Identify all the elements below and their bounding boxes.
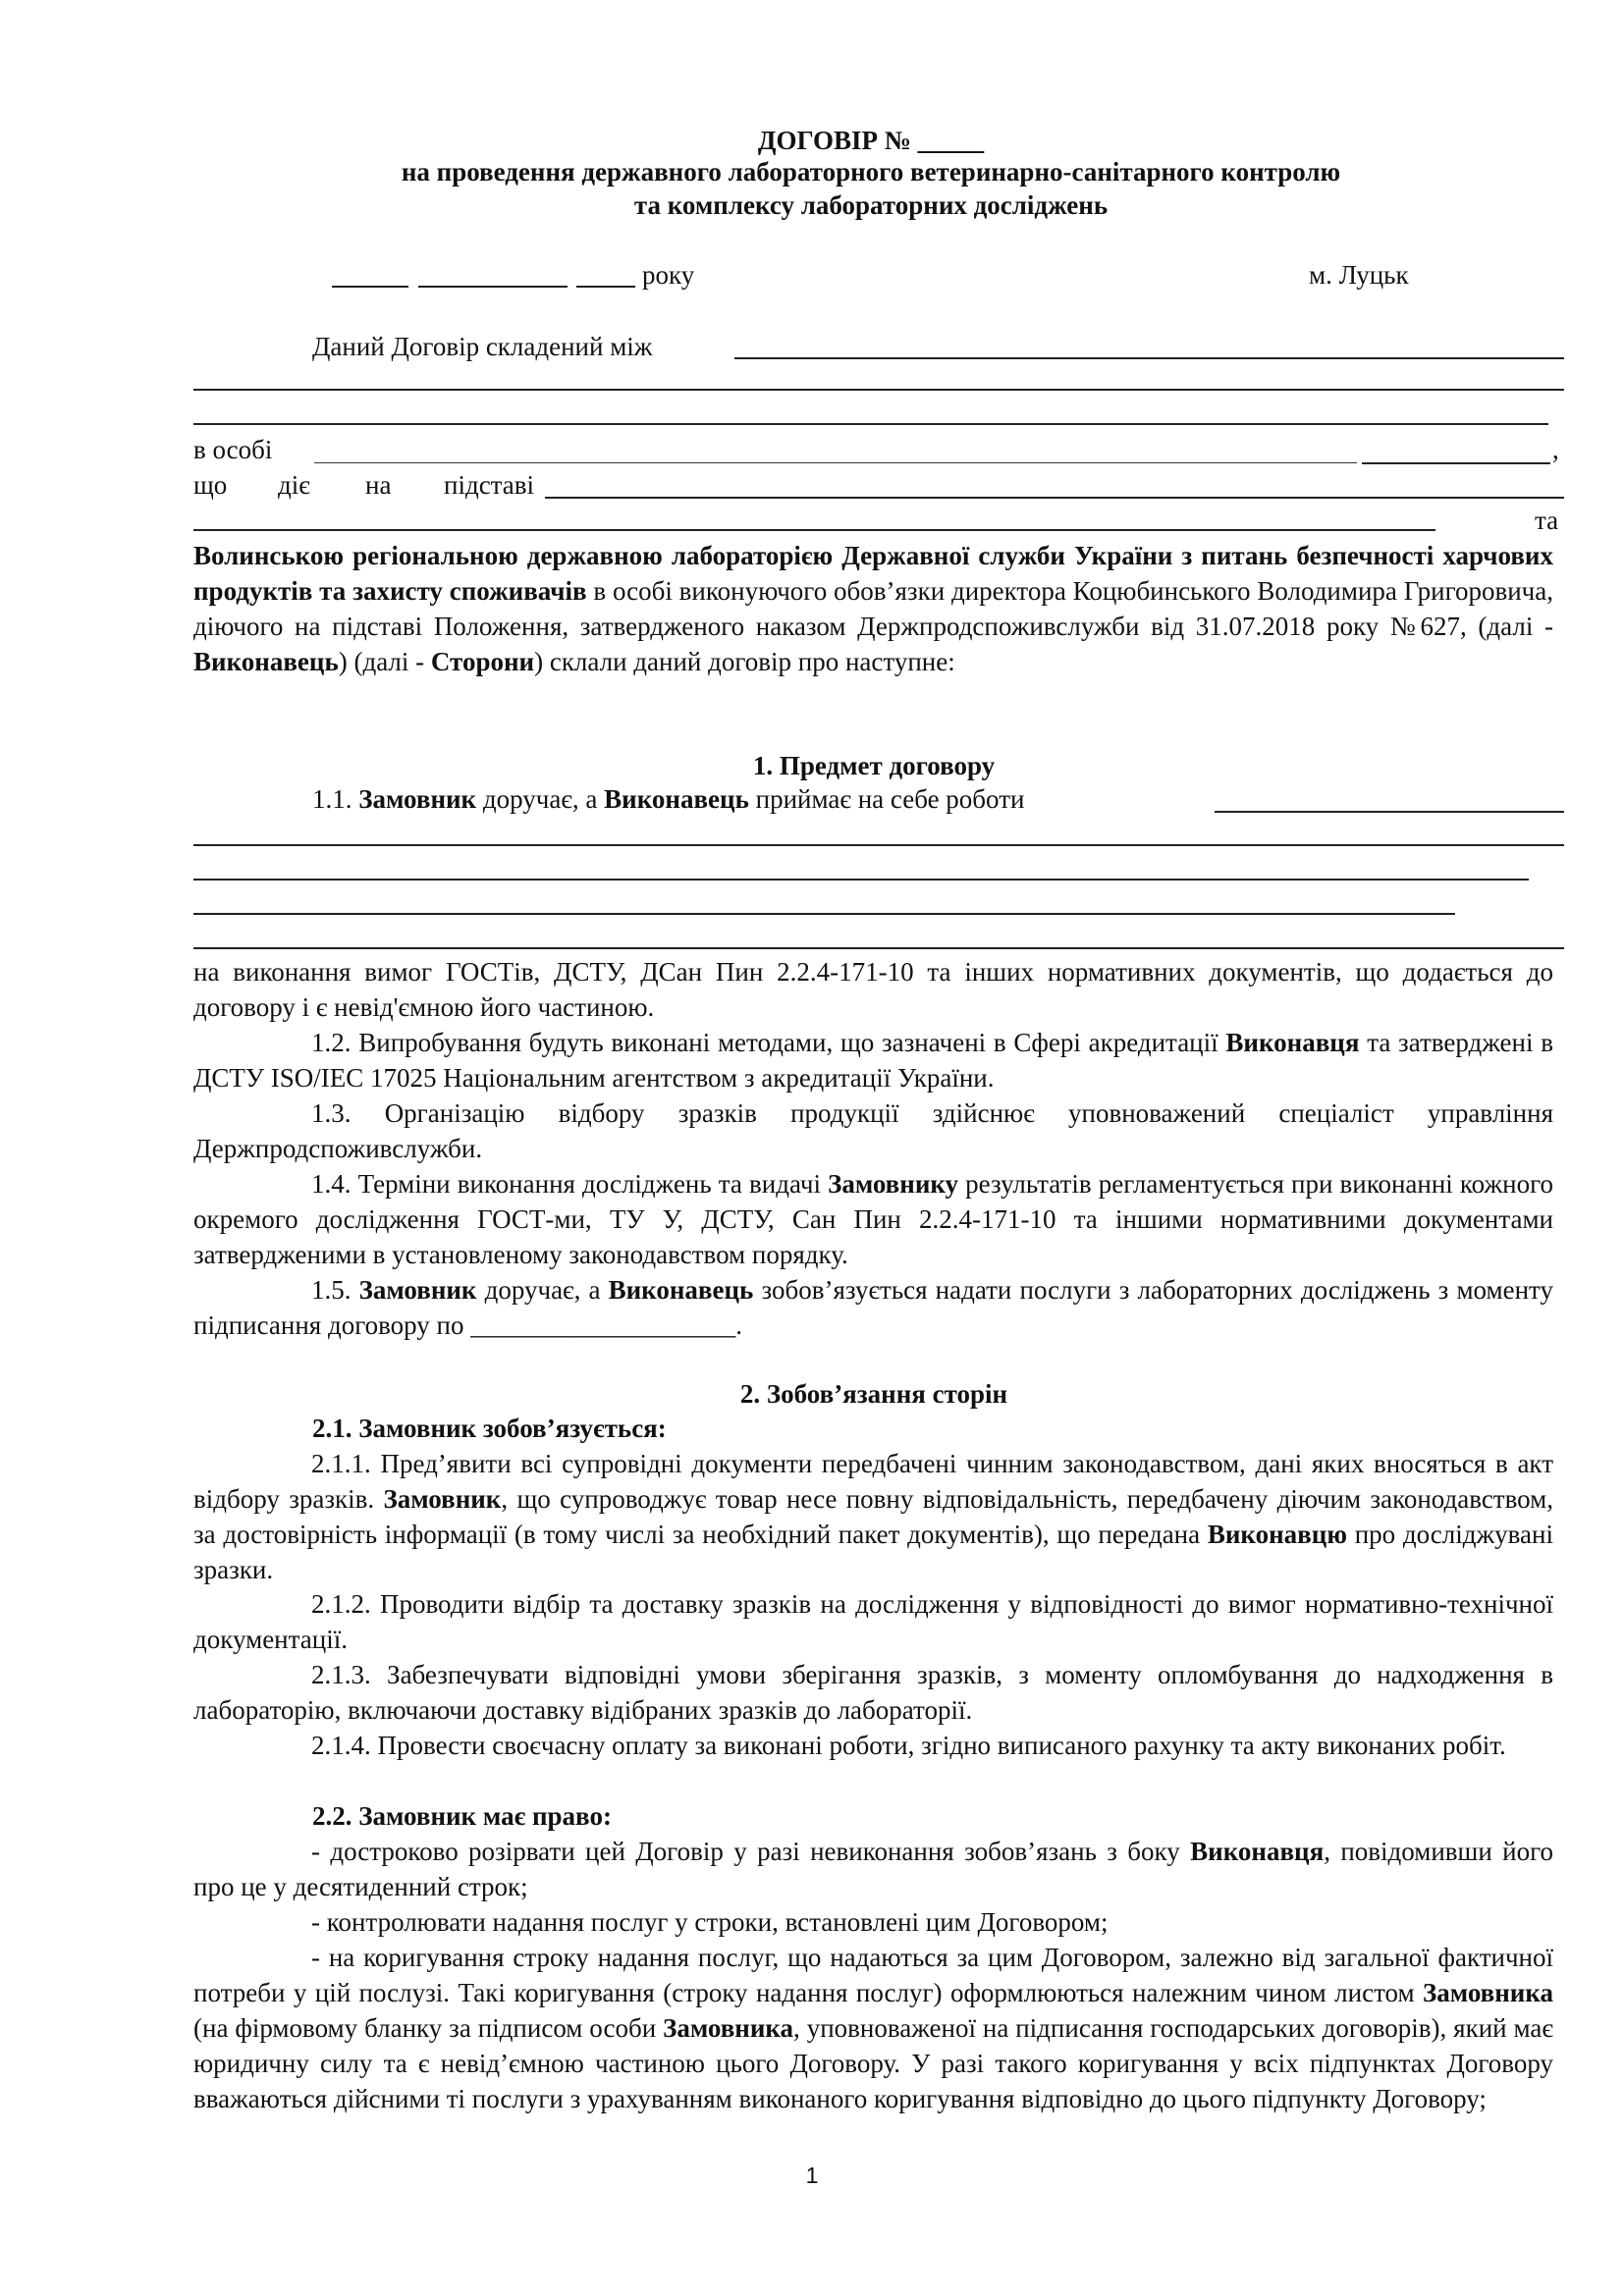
- date-month-blank: [418, 286, 568, 288]
- section-2-heading: 2. Зобов’язання сторін: [739, 1379, 1008, 1409]
- city-label: м. Луцьк: [1309, 260, 1409, 290]
- and-word: та: [1535, 506, 1559, 535]
- date-year-blank: [576, 286, 635, 288]
- contract-subtitle-1: на проведення державного лабораторного ветеринарно-санітарного контролю: [401, 157, 1341, 187]
- contract-subtitle-2: та комплексу лабораторних досліджень: [633, 190, 1109, 220]
- clause-2-1-4: 2.1.4. Провести своєчасну оплату за виконані роботи, згідно виписаного рахунку та акту виконаних робіт.: [311, 1731, 1506, 1760]
- date-year-label: року: [642, 260, 695, 290]
- clause-1-2: 1.2. Випробування будуть виконані методами, що зазначені в Сфері акредитації Виконавця та затверджені в ДСТУ ISO/IEC 17025 Національним агентством з акредитації України.: [193, 1028, 1553, 1093]
- clause-1-1-tail: на виконання вимог ГОСТів, ДСТУ, ДСан Пин 2.2.4-171-10 та інших нормативних документів, що додається до договору і є невід'ємною його частиною.: [193, 957, 1553, 1022]
- works-blank-2: [193, 844, 1564, 846]
- parties-term: Сторони: [430, 647, 535, 676]
- page-number: 1: [805, 2163, 819, 2188]
- representative-blank: [314, 462, 1357, 463]
- date-day-blank: [332, 286, 408, 288]
- in-person-label: в особі: [193, 435, 273, 464]
- works-blank: [1215, 811, 1564, 813]
- right-control: - контролювати надання послуг у строки, встановлені цим Договором;: [311, 1907, 1109, 1937]
- clause-2-1-2: 2.1.2. Проводити відбір та доставку зразків на дослідження у відповідності до вимог нормативно-технічної документації.: [193, 1589, 1553, 1654]
- customer-name-blank-3: [193, 423, 1548, 425]
- right-terminate: - достроково розірвати цей Договір у разі невиконання зобов’язань з боку Виконавця, повідомивши його про це у десятиденний строк;: [193, 1837, 1553, 1901]
- works-blank-5: [193, 947, 1564, 949]
- executor-name: Волинською регіональною державною лабораторією Державної служби України з питань безпечності харчових продуктів та захисту споживачів: [193, 541, 1553, 606]
- right-adjust: - на коригування строку надання послуг, що надаються за цим Договором, залежно від загальної фактичної потреби у цій послузі. Такі коригування (строку надання послуг) оформлюються належним чином листом Замовника (на фірмовому бланку за підписом особи Замовника, уповноваженої на підписання господарських договорів), який має юридичну силу та є невід’ємною частиною цього Договору. У разі такого коригування у всіх підпунктах Договору вважаються дійсними ті послуги з урахуванням виконаного коригування відповідно до цього підпункту Договору;: [193, 1943, 1554, 2113]
- executor-paragraph: Волинською регіональною державною лабораторією Державної служби України з питань безпечності харчових продуктів та захисту споживачів в особі виконуючого обов’язки директора Коцюбинського Володимира Григоровича, діючого на підставі Положення, затвердженого наказом Держпродспоживслужби від 31.07.2018 року №627, (далі - Виконавець) (далі - Сторони) склали даний договір про наступне:: [193, 541, 1553, 676]
- comma: ,: [1552, 435, 1559, 464]
- acting-word-2: діє: [278, 470, 310, 500]
- clause-2-1-3: 2.1.3. Забезпечувати відповідні умови зберігання зразків, з моменту опломбування до надходження в лабораторію, включаючи доставку відібраних зразків до лабораторії.: [193, 1660, 1553, 1725]
- section-1-heading: 1. Предмет договору: [752, 751, 996, 780]
- clause-1-5: 1.5. Замовник доручає, а Виконавець зобов’язується надати послуги з лабораторних досліджень з моменту підписання договору по ____________________.: [193, 1275, 1553, 1340]
- acting-word-4: підставі: [444, 470, 535, 500]
- acting-word-1: що: [193, 470, 228, 500]
- clause-1-3: 1.3. Організацію відбору зразків продукції здійснює уповноважений спеціаліст управління Держпродспоживслужби.: [193, 1098, 1553, 1163]
- clause-1-4: 1.4. Терміни виконання досліджень та видачі Замовнику результатів регламентується при виконанні кожного окремого дослідження ГОСТ-ми, ТУ У, ДСТУ, Сан Пин 2.2.4-171-10 та іншими нормативними документами затвердженими в установленому законодавством порядку.: [193, 1169, 1554, 1269]
- basis-blank: [545, 497, 1564, 499]
- parties-intro: Даний Договір складений між: [312, 332, 653, 361]
- executor-term: Виконавець: [193, 647, 339, 676]
- subsection-2-2: 2.2. Замовник має право:: [312, 1801, 612, 1831]
- customer-name-blank-2: [193, 389, 1564, 391]
- contract-title: ДОГОВІР № _____: [757, 126, 985, 155]
- subsection-2-1: 2.1. Замовник зобов’язується:: [312, 1414, 667, 1443]
- acting-word-3: на: [365, 470, 392, 500]
- clause-1-1-start: 1.1. Замовник доручає, а Виконавець приймає на себе роботи: [312, 784, 1025, 814]
- clause-2-1-1: 2.1.1. Пред’явити всі супровідні документи передбачені чинним законодавством, дані яких вносяться в акт відбору зразків. Замовник, що супроводжує товар несе повну відповідальність, передбачену діючим законодавством, за достовірність інформації (в тому числі за необхідний пакет документів), що передана Виконавцю про досліджувані зразки.: [193, 1449, 1553, 1584]
- customer-name-blank: [734, 357, 1564, 359]
- works-blank-4: [193, 913, 1455, 915]
- basis-blank-2: [193, 529, 1435, 531]
- works-blank-3: [193, 879, 1529, 881]
- representative-blank-2: [1362, 462, 1550, 464]
